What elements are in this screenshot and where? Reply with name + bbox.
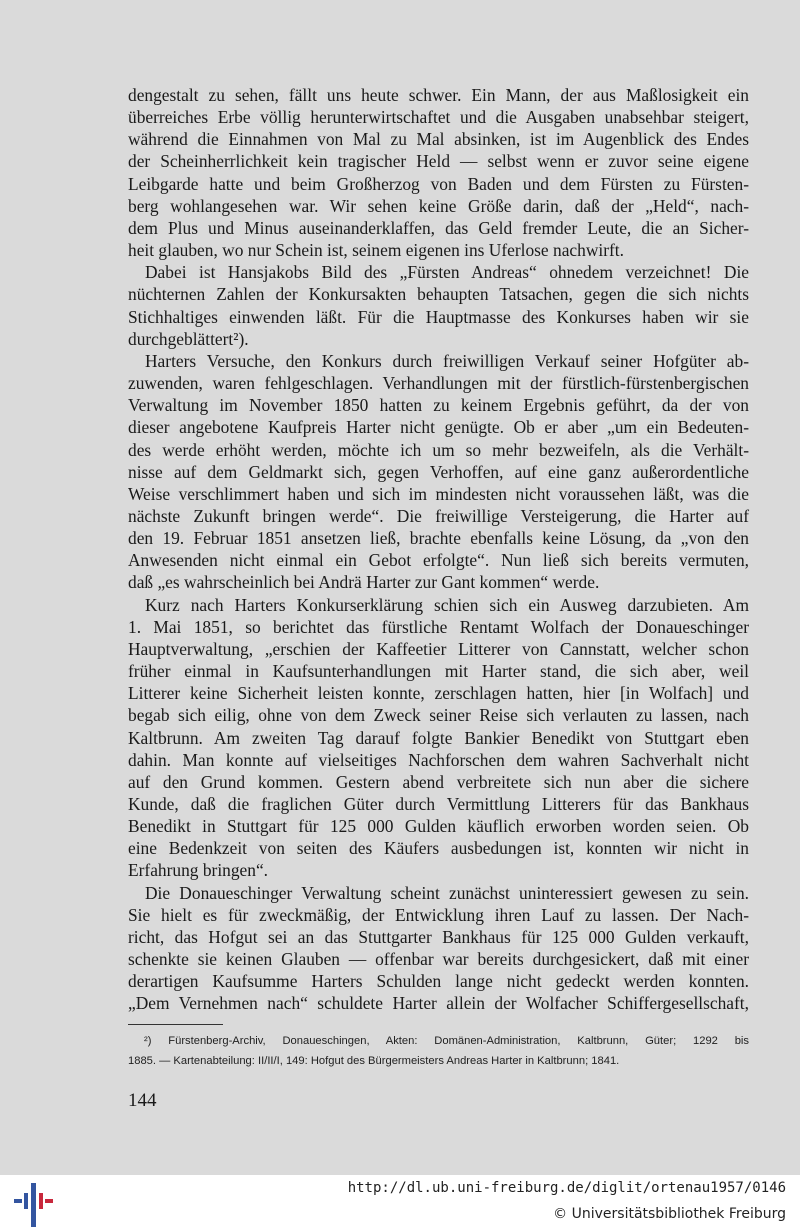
- source-url-link[interactable]: http://dl.ub.uni-freiburg.de/diglit/ortenau1957/0146: [347, 1180, 786, 1196]
- text-line: dieser angebotene Kaufpreis Harter nicht genügte. Ob er aber „um ein Bedeuten-: [128, 417, 749, 438]
- text-line: Verwaltung im November 1850 hatten zu keinem Ergebnis geführt, da der von: [128, 395, 749, 416]
- text-line: den 19. Februar 1851 ansetzen ließ, brachte ebenfalls keine Lösung, da „von den: [128, 528, 749, 549]
- text-line: Kaltbrunn. Am zweiten Tag darauf folgte Bankier Benedikt von Stuttgart eben: [128, 727, 749, 748]
- text-line: nisse auf dem Geldmarkt sich, gegen Verhoffen, auf eine ganz außerordentliche: [128, 461, 749, 482]
- text-line: früher einmal in Kaufsunterhandlungen mit Harter stand, die sich aber, weil: [128, 661, 749, 682]
- text-line: während die Einnahmen von Mal zu Mal absinken, ist im Augenblick des Endes: [128, 129, 749, 150]
- text-line: Litterer keine Sicherheit leisten konnte, zerschlagen hatten, hier [in Wolfach] und: [128, 683, 749, 704]
- footnotes: [128, 1031, 749, 1071]
- text-line: Dabei ist Hansjakobs Bild des „Fürsten Andreas“ ohnedem verzeichnet! Die: [145, 262, 749, 283]
- text-line: „Dem Vernehmen nach“ schuldete Harter allein der Wolfacher Schiffergesellschaft,: [128, 993, 749, 1014]
- text-line: Anwesenden nicht einmal ein Gebot erfolgte“. Nun ließ sich bereits vermuten,: [128, 550, 749, 571]
- text-line: Hauptverwaltung, „erschien der Kaffeetier Litterer von Cannstatt, welcher schon: [128, 638, 749, 659]
- footnote-line: 1885. — Kartenabteilung: II/II/I, 149: Hofgut des Bürgermeisters Andreas Harter in Kaltbrunn; 1841.: [128, 1055, 620, 1067]
- text-line: daß „es wahrscheinlich bei Andrä Harter zur Gant kommen“ werde.: [128, 572, 600, 593]
- text-line: begab sich eilig, ohne von dem Zweck seiner Reise sich verlauten zu lassen, nach: [128, 705, 749, 726]
- paragraph: [128, 594, 749, 882]
- text-line: richt, das Hofgut sei an das Stuttgarter Bankhaus für 125 000 Gulden verkauft,: [128, 926, 749, 947]
- text-line: des werde erhöht werden, möchte ich um so mehr bezweifeln, als die Verhält-: [128, 439, 749, 460]
- text-line: überreiches Erbe völlig herunterwirtschaftet und die Ausgaben unabsehbar steigert,: [128, 107, 749, 128]
- text-line: Harters Versuche, den Konkurs durch freiwilligen Verkauf seiner Hofgüter ab-: [145, 350, 749, 371]
- text-line: heit glauben, wo nur Schein ist, seinem eigenen ins Uferlose nachwirft.: [128, 240, 624, 261]
- footnote-line: ²) Fürstenberg-Archiv, Donaueschingen, Akten: Domänen-Administration, Kaltbrunn, Güter; 1292 bis: [144, 1035, 749, 1047]
- text-line: auf den Grund kommen. Gestern abend verbreitete sich nun aber die sichere: [128, 771, 749, 792]
- text-line: nächste Zukunft bringen werde“. Die freiwillige Versteigerung, die Harter auf: [128, 505, 749, 526]
- text-line: Weise verschlimmert haben und sich im mindesten nicht voraussehen läßt, was die: [128, 483, 749, 504]
- text-line: durchgeblättert²).: [128, 328, 249, 349]
- text-line: Die Donaueschinger Verwaltung scheint zunächst uninteressiert gewesen zu sein.: [145, 882, 749, 903]
- text-line: Kurz nach Harters Konkurserklärung schien sich ein Ausweg darzubieten. Am: [145, 594, 749, 615]
- text-line: 1. Mai 1851, so berichtet das fürstliche Rentamt Wolfach der Donaueschinger: [128, 616, 749, 637]
- paragraph: [128, 261, 749, 350]
- text-line: Leibgarde hatte und beim Großherzog von Baden und dem Fürsten zu Fürsten-: [128, 173, 749, 194]
- footnote-rule: [128, 1024, 223, 1025]
- library-logo-icon: [14, 1183, 54, 1227]
- text-line: derartigen Kaufsumme Harters Schulden lange nicht gedeckt werden konnten.: [128, 971, 749, 992]
- text-line: dengestalt zu sehen, fällt uns heute schwer. Ein Mann, der aus Maßlosigkeit ein: [128, 85, 749, 105]
- text-line: zuwenden, waren fehlgeschlagen. Verhandlungen mit der fürstlich-fürstenbergischen: [128, 373, 749, 394]
- text-line: Benedikt in Stuttgart für 125 000 Gulden käuflich erworben worden seien. Ob: [128, 816, 749, 837]
- text-line: berg wohlangesehen war. Wir sehen keine Größe darin, daß der „Held“, nach-: [128, 195, 749, 216]
- paragraph: [128, 84, 749, 261]
- paragraph: [128, 350, 749, 594]
- paragraph: [128, 882, 749, 1015]
- text-line: schenkte sie keinen Glauben — offenbar war bereits durchgesickert, daß mit einer: [128, 949, 749, 970]
- text-line: Stichhaltiges einwenden läßt. Für die Hauptmasse des Konkurses haben wir sie: [128, 306, 749, 327]
- page-number: 144: [128, 1090, 157, 1111]
- body-text: [128, 84, 749, 1015]
- text-line: der Scheinherrlichkeit kein tragischer Held — selbst wenn er zuvor seine eigene: [128, 151, 749, 172]
- text-line: nüchternen Zahlen der Konkursakten behaupten Tatsachen, gegen die sich nichts: [128, 284, 749, 305]
- text-line: Kunde, daß die fraglichen Güter durch Vermittlung Litterers für das Bankhaus: [128, 794, 749, 814]
- text-line: Sie hielt es für zweckmäßig, der Entwicklung ihren Lauf zu lassen. Der Nach-: [128, 904, 749, 925]
- copyright-notice: © Universitätsbibliothek Freiburg: [553, 1206, 786, 1222]
- text-line: Erfahrung bringen“.: [128, 860, 269, 881]
- text-line: dem Plus und Minus auseinanderklaffen, das Geld fremder Leute, die an Sicher-: [128, 217, 749, 238]
- text-line: dahin. Man konnte auf vielseitiges Nachforschen dem wahren Sachverhalt nicht: [128, 749, 749, 770]
- text-line: eine Bedenkzeit von seiten des Käufers ausbedungen ist, konnten wir nicht in: [128, 838, 749, 859]
